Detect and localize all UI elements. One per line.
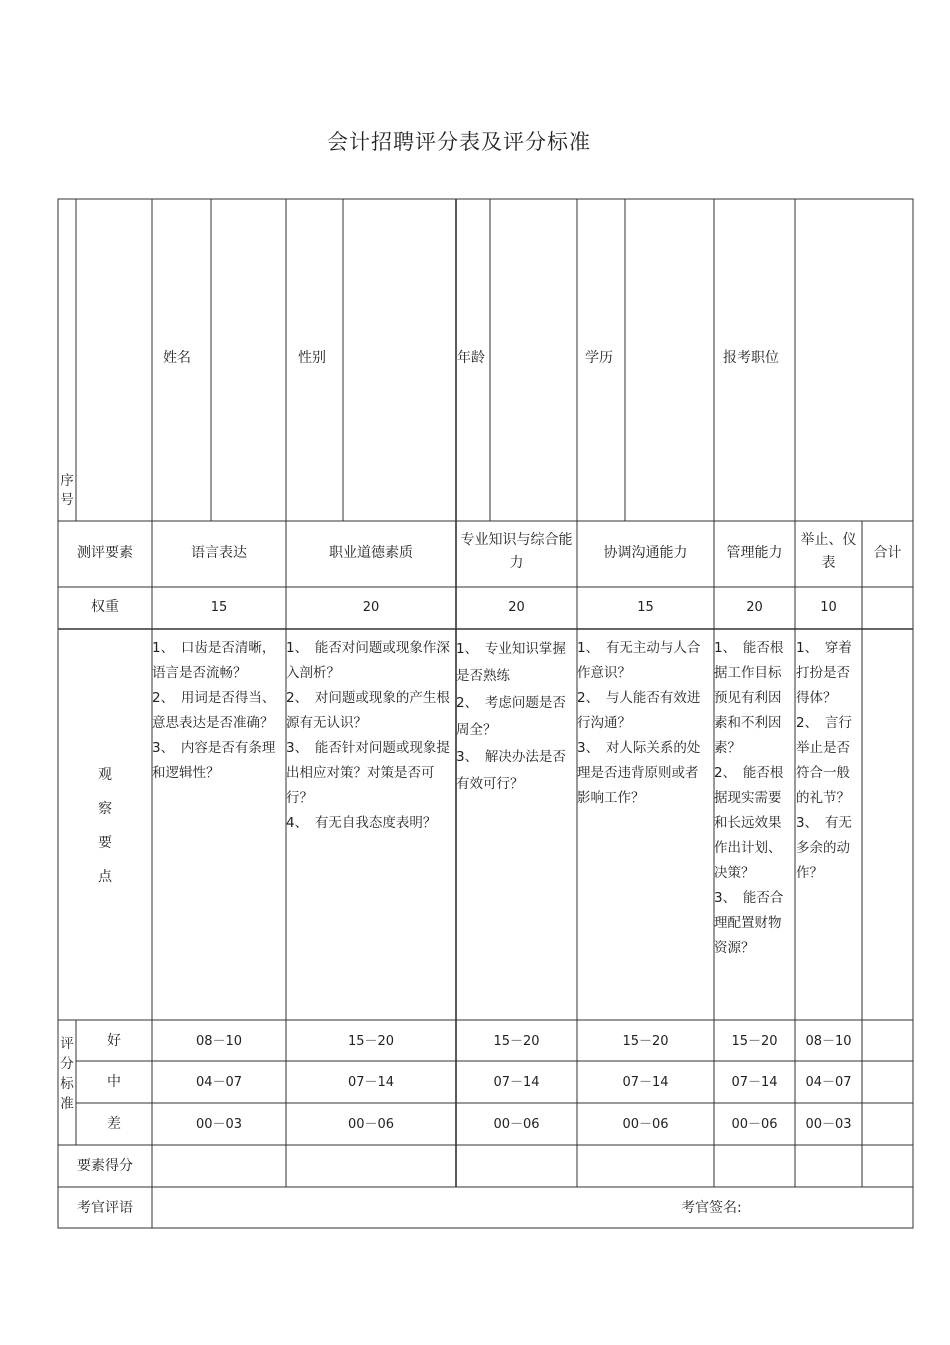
weight-language: 15 — [210, 600, 228, 615]
score-cell: 15－20 — [731, 1034, 778, 1049]
page-title: 会计招聘评分表及评分标准 — [327, 130, 591, 154]
factor-communication: 协调沟通能力 — [603, 545, 688, 561]
score-cell: 00－06 — [622, 1117, 669, 1132]
weight-ethics: 20 — [362, 600, 380, 615]
weight-appearance: 10 — [820, 600, 837, 615]
factor-appearance: 举止、仪表 — [800, 532, 857, 571]
score-cell: 15－20 — [493, 1034, 540, 1049]
score-cell: 04－07 — [805, 1075, 852, 1090]
weight-knowledge: 20 — [508, 600, 525, 615]
score-cell: 00－06 — [731, 1117, 778, 1132]
observation-management: 1、 能否根据工作目标预见有利因素和不利因素？ 2、 能否根据现实需要和长远效果作出计划、决策？ 3、 能否合理配置财物资源？ — [714, 640, 784, 956]
level-medium-label: 中 — [107, 1074, 121, 1090]
education-label: 学历 — [585, 350, 613, 366]
factor-language: 语言表达 — [191, 545, 247, 561]
seq-header: 序号 — [60, 473, 74, 508]
signature-label: 考官签名: — [681, 1200, 742, 1216]
score-cell: 15－20 — [347, 1034, 395, 1049]
score-cell: 08－10 — [195, 1034, 243, 1049]
factor-knowledge: 专业知识与综合能力 — [460, 532, 573, 571]
score-cell: 08－10 — [805, 1034, 852, 1049]
score-cell: 15－20 — [622, 1034, 669, 1049]
observation-appearance: 1、 穿着打扮是否得体？ 2、 言行举止是否符合一般的礼节？ 3、 有无多余的动作？ — [796, 640, 852, 881]
observation-language: 1、 口齿是否清晰，语言是否流畅？ 2、 用词是否得当、意思表达是否准确？ 3、 内容是否有条理和逻辑性？ — [152, 640, 276, 781]
score-cell: 07－14 — [622, 1075, 669, 1090]
comment-label: 考官评语 — [77, 1200, 133, 1216]
observe-label: 观 察 要 点 — [98, 767, 112, 885]
factors-label: 测评要素 — [77, 545, 133, 561]
gender-label: 性别 — [298, 350, 326, 366]
factor-ethics: 职业道德素质 — [329, 545, 413, 561]
position-label: 报考职位 — [723, 350, 779, 366]
observation-communication: 1、 有无主动与人合作意识？ 2、 与人能否有效进行沟通？ 3、 对人际关系的处理是否违背原则或者影响工作？ — [577, 640, 701, 806]
scoring-standard-label: 评 分 标 准 — [60, 1036, 74, 1112]
score-cell: 00－03 — [195, 1117, 243, 1132]
observation-ethics: 1、 能否对问题或现象作深入剖析？ 2、 对问题或现象的产生根源有无认识？ 3、 能否针对问题或现象提出相应对策？对策是否可行？ 4、 有无自我态度表明？ — [286, 640, 450, 831]
name-label: 姓名 — [163, 350, 191, 366]
weight-management: 20 — [746, 600, 763, 615]
score-cell: 07－14 — [347, 1075, 395, 1090]
score-cell: 00－06 — [493, 1117, 540, 1132]
age-label: 年龄 — [457, 350, 485, 366]
score-cell: 07－14 — [493, 1075, 540, 1090]
total-label: 合计 — [873, 545, 902, 561]
score-cell: 00－06 — [347, 1117, 395, 1132]
weight-communication: 15 — [637, 600, 654, 615]
factor-management: 管理能力 — [726, 545, 783, 561]
factor-score-label: 要素得分 — [77, 1158, 133, 1174]
score-cell: 07－14 — [731, 1075, 778, 1090]
level-poor-label: 差 — [107, 1116, 121, 1132]
score-cell: 00－03 — [805, 1117, 852, 1132]
weight-label: 权重 — [91, 599, 119, 615]
score-cell: 04－07 — [195, 1075, 243, 1090]
level-good-label: 好 — [107, 1033, 121, 1049]
observation-knowledge: 1、 专业知识掌握是否熟练 2、 考虑问题是否周全？ 3、 解决办法是否有效可行？ — [456, 641, 566, 792]
